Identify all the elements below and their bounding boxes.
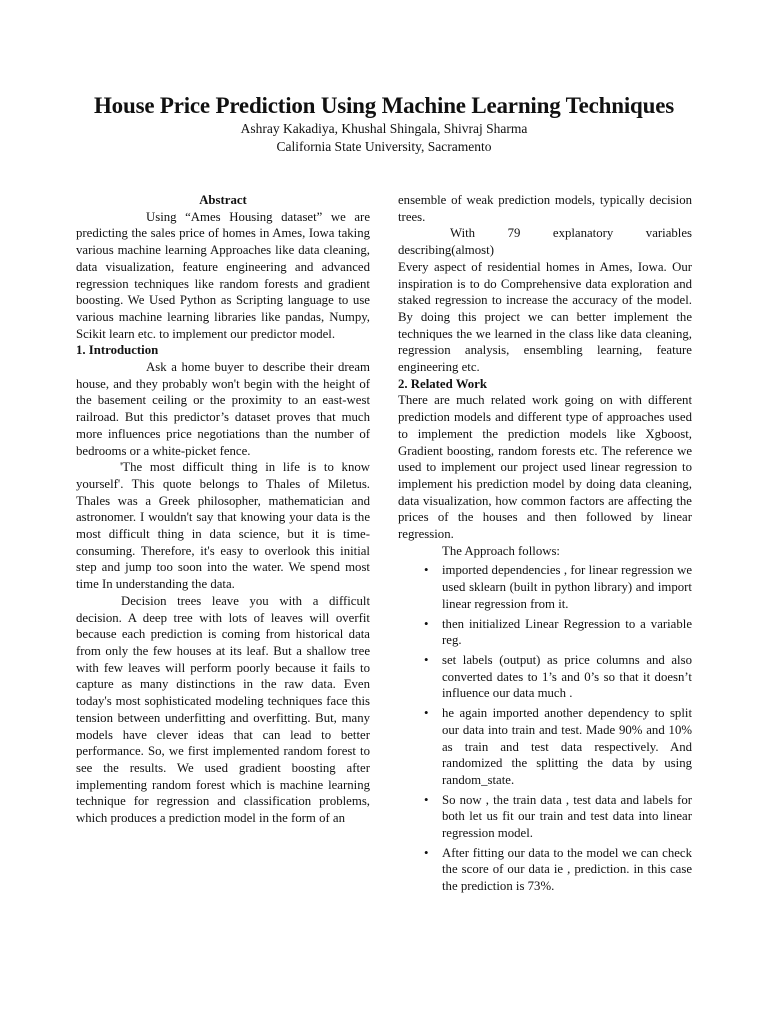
bullet-text: set labels (output) as price columns and also converted dates to 1’s and 0’s so that it doesn’t influence our data much .	[442, 652, 692, 701]
bullet-text: So now , the train data , test data and labels for both let us fit our train and test data into linear regression model.	[442, 792, 692, 841]
authors: Ashray Kakadiya, Khushal Shingala, Shivraj Sharma	[240, 121, 528, 136]
bullet-text: After fitting our data to the model we can check the score of our data ie , prediction. in this case the prediction is 73%.	[442, 845, 692, 894]
approach-bullet-list	[398, 562, 692, 894]
inspiration-text: Every aspect of residential homes in Ames, Iowa. Our inspiration is to do Comprehensive data exploration and staked regression to increase the accuracy of the model. By doing this project we can better implement the techniques the we learned in the class like data cleaning, regression analysis, ensembling learning, feature engineering etc.	[398, 259, 692, 375]
paper-header	[0, 92, 768, 156]
introduction-paragraph-3: Decision trees leave you with a difficult decision. A deep tree with lots of leaves will overfit because each prediction is coming from historical data from only the few houses at its leaf. But a shallow tree with few leaves will perform poorly because it fails to capture as many distinctions in the raw data. Even today's most sophisticated modeling techniques face this tension between underfitting and overfitting. But, many models have clever ideas that can lead to better performance. So, we first implemented random forest to see the results. We used gradient boosting after implementing random forest which is machine learning technique for regression and classification problems, which produces a prediction model in the form of an	[76, 593, 370, 826]
bullet-text: imported dependencies , for linear regression we used sklearn (built in python library) and import linear regression from it.	[442, 563, 692, 611]
right-column	[398, 192, 692, 897]
bullet-icon: •	[424, 563, 429, 578]
explanatory-variables-text: With 79 explanatory variables describing(almost)	[398, 226, 692, 258]
bullet-icon: •	[424, 652, 429, 667]
related-work-heading: 2. Related Work	[398, 376, 487, 391]
bullet-text: then initialized Linear Regression to a variable reg.	[442, 616, 692, 648]
introduction-heading: 1. Introduction	[76, 343, 159, 358]
paper-title: House Price Prediction Using Machine Learning Techniques	[93, 93, 674, 118]
abstract-heading: Abstract	[199, 193, 247, 207]
bullet-icon: •	[424, 616, 429, 631]
approach-intro: The Approach follows:	[442, 543, 560, 558]
list-item	[398, 652, 692, 702]
introduction-paragraph-2: 'The most difficult thing in life is to know yourself'. This quote belongs to Thales of Miletus. Thales was a Greek philosopher, mathematician and astronomer. I wouldn't say that knowing your data is the most difficult thing in data science, but it is time-consuming. Therefore, it's easy to overlook this initial step and jump too soon into the water. We spend most time In understanding the data.	[76, 460, 370, 592]
list-item	[398, 562, 692, 612]
abstract-text: Using “Ames Housing dataset” we are predicting the sales price of homes in Ames, Iowa taking various machine learning Approaches like data cleaning, data visualization, feature engineering and advanced regression techniques like random forests and gradient boosting. We Used Python as Scripting language to use various machine learning libraries like pandas, Numpy, Scikit learn etc. to implement our predictor model.	[76, 209, 370, 341]
bullet-icon: •	[424, 792, 429, 807]
list-item	[398, 616, 692, 649]
list-item	[398, 792, 692, 842]
list-item	[398, 845, 692, 895]
left-column	[76, 192, 370, 827]
introduction-paragraph-1: Ask a home buyer to describe their dream house, and they probably won't begin with the height of the basement ceiling or the proximity to an east-west railroad. But this predictor’s dataset proves that much more influences price negotiations than the number of bedrooms or a white-picket fence.	[76, 360, 370, 458]
bullet-icon: •	[424, 845, 429, 860]
bullet-text: he again imported another dependency to split our data into train and test. Made 90% and 10% as train and test data respectively. And randomized the splitting the data by using random_state.	[442, 706, 692, 787]
related-work-paragraph: There are much related work going on with different prediction models and different type of approaches used to implement the prediction models like Xgboost, Gradient boosting, random forests etc. The reference we used to implement our project used linear regression to implement his prediction model by doing data cleaning, data visualization, how common factors are affecting the prices of the houses and then followed by linear regression.	[398, 393, 692, 542]
affiliation: California State University, Sacramento	[276, 139, 492, 154]
list-item	[398, 705, 692, 789]
continuation-text: ensemble of weak prediction models, typically decision trees.	[398, 193, 692, 224]
bullet-icon: •	[424, 706, 429, 721]
